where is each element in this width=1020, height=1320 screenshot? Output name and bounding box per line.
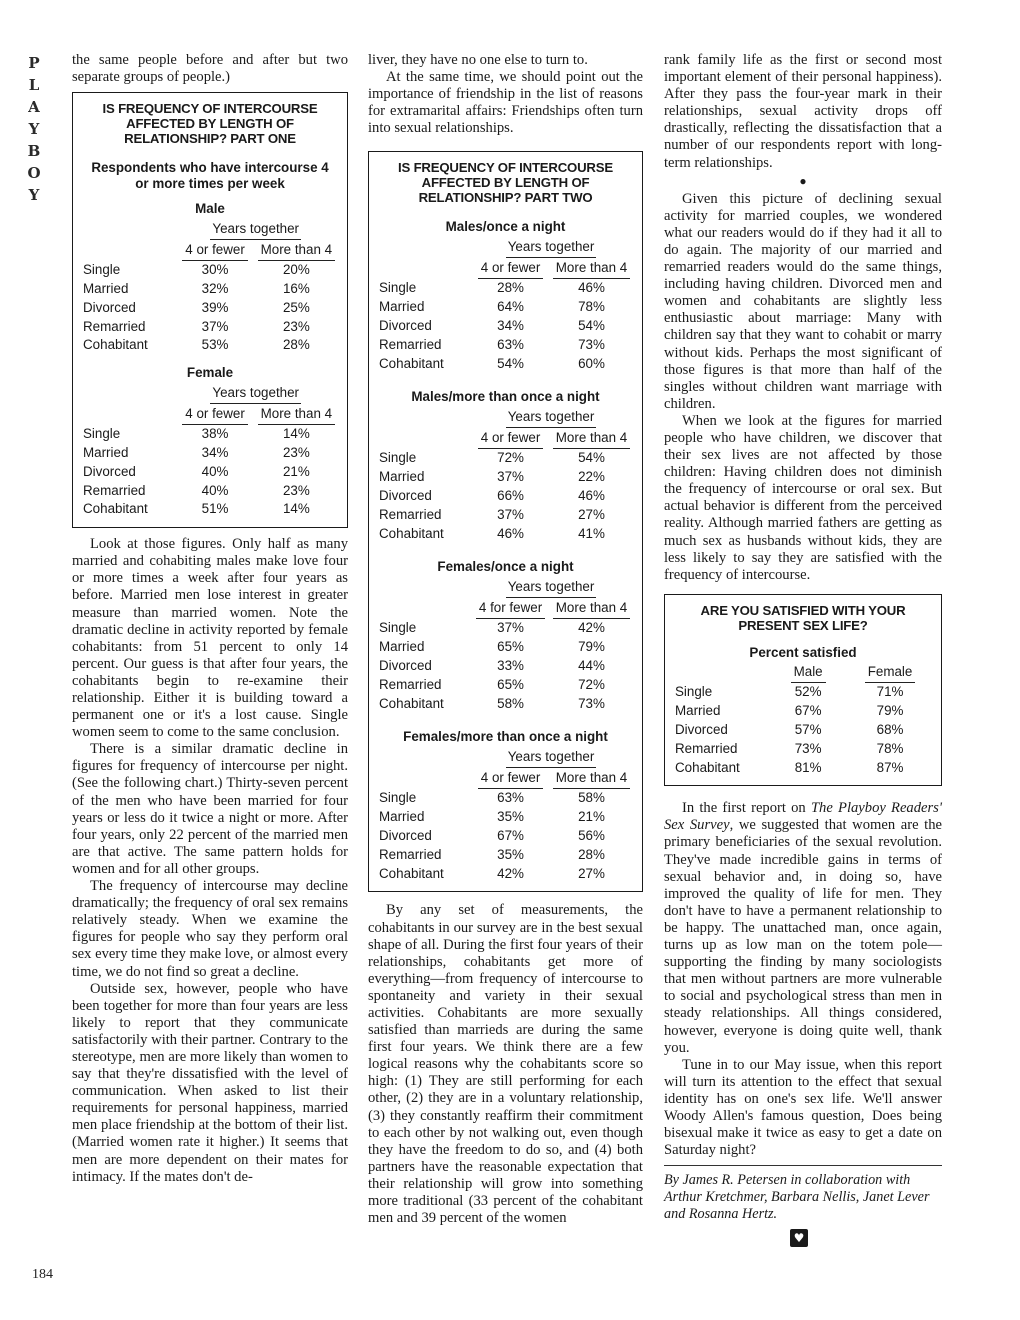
cell-value: 72% bbox=[497, 450, 524, 466]
magazine-letter: B bbox=[27, 142, 41, 160]
cell-value: 79% bbox=[876, 703, 904, 719]
paragraph: the same people before and after but two separate groups of people.) bbox=[72, 52, 348, 86]
cell-value: 63% bbox=[497, 336, 524, 352]
data-table bbox=[379, 577, 632, 713]
cell-value: 28% bbox=[578, 846, 605, 862]
row-label: Remarried bbox=[379, 336, 442, 352]
table-row bbox=[379, 827, 632, 846]
row-label: Married bbox=[379, 469, 425, 485]
row-label: Married bbox=[379, 299, 425, 315]
column-header: 4 or fewer bbox=[478, 258, 544, 279]
paragraph bbox=[664, 800, 942, 1056]
cell-value: 34% bbox=[201, 444, 229, 460]
data-table-female bbox=[83, 383, 337, 519]
cell-value: 41% bbox=[578, 525, 605, 541]
row-label: Remarried bbox=[83, 318, 146, 334]
paragraph: Look at those figures. Only half as many married and cohabiting males make love four or more times a week after four years as before. Married men lose interest in greater measure than married women. Note the dramatic decline in activity reported by female cohabitants: from 51 percent to only 14 percent. Our guess is that after four years, the cohabitants begin to re-examine their relationship. Either it is building toward a permanent one or it's a lost cause. Single women seem to come to the same conclusion. bbox=[72, 536, 348, 741]
group-heading: Males/once a night bbox=[445, 219, 566, 235]
row-label: Single bbox=[379, 450, 417, 466]
row-label: Divorced bbox=[379, 318, 432, 334]
cell-value: 30% bbox=[201, 262, 229, 278]
table-subtitle: Respondents who have intercourse 4 or more times per week bbox=[91, 160, 329, 191]
column-header: More than 4 bbox=[553, 428, 630, 449]
row-label: Single bbox=[379, 620, 417, 636]
data-table-male bbox=[83, 219, 337, 355]
table-row bbox=[379, 468, 632, 487]
cell-value: 65% bbox=[497, 676, 524, 692]
group-heading-female: Female bbox=[186, 365, 234, 381]
cell-value: 37% bbox=[497, 506, 524, 522]
table-row bbox=[379, 336, 632, 355]
column-2 bbox=[368, 52, 643, 1227]
table-row bbox=[83, 318, 337, 337]
cell-value: 44% bbox=[578, 658, 605, 674]
data-table bbox=[379, 237, 632, 373]
paragraph-text: In the first report on bbox=[682, 800, 811, 817]
cell-value: 58% bbox=[578, 790, 605, 806]
years-together-label: Years together bbox=[210, 219, 301, 240]
table-row bbox=[83, 280, 337, 299]
years-together-label: Years together bbox=[506, 237, 597, 258]
table-title: ARE YOU SATISFIED WITH YOUR PRESENT SEX LIFE? bbox=[700, 602, 906, 633]
table-groups bbox=[379, 219, 632, 883]
cell-value: 37% bbox=[497, 469, 524, 485]
cell-value: 51% bbox=[201, 501, 229, 517]
row-label: Cohabitant bbox=[379, 865, 444, 881]
group-heading-male: Male bbox=[195, 201, 225, 217]
years-together-label: Years together bbox=[506, 577, 597, 598]
cell-value: 46% bbox=[578, 280, 605, 296]
table-row bbox=[379, 676, 632, 695]
cell-value: 34% bbox=[497, 318, 524, 334]
cell-value: 78% bbox=[578, 299, 605, 315]
cell-value: 54% bbox=[578, 450, 605, 466]
column-header: Male bbox=[791, 662, 826, 683]
cell-value: 40% bbox=[201, 482, 229, 498]
cell-value: 66% bbox=[497, 488, 524, 504]
row-label: Divorced bbox=[379, 488, 432, 504]
data-table-satisfaction bbox=[675, 662, 931, 777]
cell-value: 27% bbox=[578, 506, 605, 522]
cell-value: 32% bbox=[201, 280, 229, 296]
table-row bbox=[675, 683, 931, 702]
cell-value: 54% bbox=[578, 318, 605, 334]
cell-value: 20% bbox=[282, 262, 310, 278]
table-row bbox=[379, 525, 632, 544]
cell-value: 79% bbox=[578, 639, 605, 655]
cell-value: 68% bbox=[876, 721, 904, 737]
row-label: Cohabitant bbox=[379, 525, 444, 541]
table-row bbox=[675, 759, 931, 778]
cell-value: 60% bbox=[578, 355, 605, 371]
paragraph: Given this picture of declining sexual activity for married couples, we wondered what our readers would do if they had it all to do again. The majority of our married and remarried readers would do the same things, including having children. Divorced men and women and cohabitants are slightly less enthusiastic about marriage: Many with children say that they want to cohabit or marry without kids. Perhaps the most significant of those figures is that more than half of the singles without children want marriage with children. bbox=[664, 190, 942, 412]
table-row bbox=[379, 619, 632, 638]
table-box-part-two bbox=[368, 151, 643, 892]
cell-value: 46% bbox=[578, 488, 605, 504]
survey-title: The Playboy Readers' Sex Survey bbox=[664, 800, 942, 834]
magazine-letter: Y bbox=[28, 120, 40, 138]
table-row bbox=[83, 299, 337, 318]
row-label: Divorced bbox=[83, 299, 136, 315]
table-row bbox=[83, 444, 337, 463]
table-row bbox=[83, 261, 337, 280]
column-header: More than 4 bbox=[553, 598, 630, 619]
table-row bbox=[379, 298, 632, 317]
paragraph: When we look at the figures for married people who have children, we discover that their sex lives are not affected by those children: Having children does not diminish the frequency of intercourse or oral sex. But actual behavior is different from the perceived reality. Although married fathers are getting as much sex as husbands without kids, they are less likely to say they are satisfied with the frequency of intercourse. bbox=[664, 412, 942, 583]
row-label: Married bbox=[83, 444, 129, 460]
column-header: More than 4 bbox=[553, 768, 630, 789]
cell-value: 67% bbox=[794, 703, 822, 719]
table-row bbox=[379, 657, 632, 676]
paragraph: Outside sex, however, people who have been together for more than four years are less likely to report that they communicate satisfactorily with their partner. Contrary to the stereotype, men are more likely than women to say that they're dissatisfied with the level of communication. When asked to list their requirements for personal happiness, married men place friendship at the bottom of their list. (Married women rate it higher.) It seems that men are more dependent on their mates for intimacy. If the mates don't de- bbox=[72, 980, 348, 1185]
cell-value: 81% bbox=[794, 759, 822, 775]
cell-value: 53% bbox=[201, 337, 229, 353]
cell-value: 72% bbox=[578, 676, 605, 692]
cell-value: 78% bbox=[876, 740, 904, 756]
paragraph: The frequency of intercourse may decline dramatically; the frequency of oral sex remains relatively steady. When we examine the figures for people who say they perform oral sex every time they make love, or almost every time, we do not find so great a decline. bbox=[72, 878, 348, 980]
column-header: 4 or fewer bbox=[478, 768, 544, 789]
cell-value: 35% bbox=[497, 846, 524, 862]
paragraph: By any set of measurements, the cohabitants in our survey are in the best sexual shape of all. During the first four years of their relationships, cohabitants get more of everything—from frequency of intercourse to spontaneity and variety in their sexual activities. Cohabitants are more sexually satisfied than marrieds are during the same first four years. We think there are a few logical reasons why the cohabitants score so high: (1) They are still performing for each other, (2) they are in a voluntary relationship, (3) they constantly reaffirm their commitment to each other by not walking out, even though they have the freedom to do so, and (4) both partners have the reasonable expectation that their relationship will grow into something more traditional (33 percent of the cohabitant men and 39 percent of the women bbox=[368, 902, 643, 1227]
table-row bbox=[379, 846, 632, 865]
table-box-satisfaction bbox=[664, 594, 942, 786]
paragraph-text: , we suggested that women are the primary beneficiaries of the sexual revolution. They've made incredible gains in terms of sexual behavior and, in doing so, have improved the quality of life for men. They don't have to have a permanent relationship to be happy. The unattached man, once again, turns up as low man on the totem pole—supporting the finding by many sociologists that men without partners are more vulnerable to social and psychological stress than men in steady relationships. All things considered, however, everyone is doing quite well, thank you. bbox=[664, 817, 942, 1056]
row-label: Single bbox=[83, 426, 121, 442]
byline: By James R. Petersen in collaboration with Arthur Kretchmer, Barbara Nellis, Janet Lever and Rosanna Hertz. bbox=[664, 1165, 942, 1223]
group-heading: Females/once a night bbox=[437, 559, 574, 575]
row-label: Remarried bbox=[379, 506, 442, 522]
cell-value: 28% bbox=[282, 337, 310, 353]
cell-value: 57% bbox=[794, 721, 822, 737]
table-row bbox=[675, 702, 931, 721]
table-row bbox=[379, 638, 632, 657]
row-label: Married bbox=[379, 639, 425, 655]
table-subtitle: Percent satisfied bbox=[749, 644, 857, 660]
cell-value: 22% bbox=[578, 469, 605, 485]
magazine-letter: Y bbox=[28, 186, 40, 204]
page-number: 184 bbox=[32, 1267, 53, 1282]
cell-value: 54% bbox=[497, 355, 524, 371]
magazine-letter: P bbox=[28, 54, 40, 72]
cell-value: 65% bbox=[497, 639, 524, 655]
cell-value: 16% bbox=[282, 280, 310, 296]
table-row bbox=[83, 336, 337, 355]
cell-value: 37% bbox=[497, 620, 524, 636]
table-row bbox=[379, 487, 632, 506]
table-row bbox=[675, 740, 931, 759]
table-title: IS FREQUENCY OF INTERCOURSE AFFECTED BY LENGTH OF RELATIONSHIP? PART ONE bbox=[102, 101, 318, 147]
cell-value: 56% bbox=[578, 828, 605, 844]
row-label: Single bbox=[379, 790, 417, 806]
table-row bbox=[379, 808, 632, 827]
column-1 bbox=[72, 52, 348, 1186]
cell-value: 87% bbox=[876, 759, 904, 775]
data-table bbox=[379, 747, 632, 883]
cell-value: 14% bbox=[282, 501, 310, 517]
row-label: Single bbox=[379, 280, 417, 296]
column-header: 4 or fewer bbox=[478, 428, 544, 449]
cell-value: 67% bbox=[497, 828, 524, 844]
table-row bbox=[83, 482, 337, 501]
row-label: Remarried bbox=[675, 740, 738, 756]
row-label: Single bbox=[675, 684, 713, 700]
cell-value: 42% bbox=[497, 865, 524, 881]
cell-value: 25% bbox=[282, 299, 310, 315]
cell-value: 58% bbox=[497, 695, 524, 711]
row-label: Married bbox=[675, 703, 721, 719]
table-row bbox=[379, 865, 632, 884]
table-row bbox=[379, 789, 632, 808]
column-header: Female bbox=[865, 662, 916, 683]
table-title: IS FREQUENCY OF INTERCOURSE AFFECTED BY LENGTH OF RELATIONSHIP? PART TWO bbox=[398, 160, 613, 206]
magazine-letter: O bbox=[27, 164, 41, 182]
cell-value: 37% bbox=[201, 318, 229, 334]
row-label: Divorced bbox=[379, 658, 432, 674]
years-together-label: Years together bbox=[506, 407, 597, 428]
row-label: Remarried bbox=[83, 482, 146, 498]
section-separator: ● bbox=[799, 173, 807, 188]
column-header: More than 4 bbox=[258, 240, 335, 261]
row-label: Cohabitant bbox=[379, 695, 444, 711]
row-label: Cohabitant bbox=[83, 337, 148, 353]
group-heading: Females/more than once a night bbox=[403, 729, 608, 745]
row-label: Remarried bbox=[379, 846, 442, 862]
cell-value: 33% bbox=[497, 658, 524, 674]
paragraph: Tune in to our May issue, when this report will turn its attention to the effect that sexual identity has on one's sex life. We'll answer Woody Allen's famous question, Does being bisexual make it twice as easy to get a date on Saturday night? bbox=[664, 1056, 942, 1159]
row-label: Cohabitant bbox=[83, 501, 148, 517]
years-together-label: Years together bbox=[210, 383, 301, 404]
paragraph: liver, they have no one else to turn to. bbox=[368, 52, 588, 68]
cell-value: 40% bbox=[201, 463, 229, 479]
table-row bbox=[379, 449, 632, 468]
table-row bbox=[379, 317, 632, 336]
paragraph: rank family life as the first or second most important element of their personal happiness). After they pass the four-year mark in their relationships, sexual activity drops off drastically, reflecting the dissatisfaction that a number of our respondents report with long-term relationships. bbox=[664, 52, 942, 171]
cell-value: 39% bbox=[201, 299, 229, 315]
row-label: Cohabitant bbox=[379, 355, 444, 371]
paragraph: At the same time, we should point out the importance of friendship in the list of reasons for extramarital affairs: Friendships often turn into sexual relationships. bbox=[368, 69, 643, 137]
cell-value: 23% bbox=[282, 444, 310, 460]
column-header: 4 or fewer bbox=[182, 240, 248, 261]
table-row bbox=[83, 463, 337, 482]
table-row bbox=[83, 425, 337, 444]
magazine-letter: A bbox=[28, 98, 40, 116]
row-label: Divorced bbox=[675, 721, 728, 737]
row-label: Married bbox=[379, 809, 425, 825]
end-mark-logo: ♥ bbox=[790, 1229, 808, 1247]
column-3 bbox=[664, 52, 942, 1247]
cell-value: 42% bbox=[578, 620, 605, 636]
magazine-name-vertical bbox=[24, 52, 44, 206]
cell-value: 64% bbox=[497, 299, 524, 315]
column-header: 4 for fewer bbox=[476, 598, 545, 619]
table-row bbox=[379, 279, 632, 298]
cell-value: 71% bbox=[876, 684, 904, 700]
row-label: Divorced bbox=[379, 828, 432, 844]
cell-value: 63% bbox=[497, 790, 524, 806]
cell-value: 28% bbox=[497, 280, 524, 296]
cell-value: 35% bbox=[497, 809, 524, 825]
paragraph: There is a similar dramatic decline in figures for frequency of intercourse per night. (See the following chart.) Thirty-seven percent of the men who have been married for four years or less do it twice a night or more. After four years, only 22 percent of the married men are that active. The same pattern holds for women and for all other groups. bbox=[72, 741, 348, 877]
cell-value: 73% bbox=[578, 695, 605, 711]
row-label: Married bbox=[83, 280, 129, 296]
table-row bbox=[379, 506, 632, 525]
magazine-letter: L bbox=[28, 76, 40, 94]
cell-value: 73% bbox=[794, 740, 822, 756]
row-label: Cohabitant bbox=[675, 759, 740, 775]
table-row bbox=[675, 721, 931, 740]
cell-value: 73% bbox=[578, 336, 605, 352]
row-label: Remarried bbox=[379, 676, 442, 692]
data-table bbox=[379, 407, 632, 543]
table-row bbox=[83, 500, 337, 519]
cell-value: 21% bbox=[578, 809, 605, 825]
years-together-label: Years together bbox=[506, 747, 597, 768]
cell-value: 46% bbox=[497, 525, 524, 541]
table-row bbox=[379, 695, 632, 714]
cell-value: 38% bbox=[201, 426, 229, 442]
cell-value: 23% bbox=[282, 318, 310, 334]
cell-value: 14% bbox=[282, 426, 310, 442]
group-heading: Males/more than once a night bbox=[411, 389, 600, 405]
row-label: Divorced bbox=[83, 463, 136, 479]
cell-value: 52% bbox=[794, 684, 822, 700]
cell-value: 21% bbox=[282, 463, 310, 479]
table-box-part-one bbox=[72, 92, 348, 528]
row-label: Single bbox=[83, 262, 121, 278]
cell-value: 23% bbox=[282, 482, 310, 498]
cell-value: 27% bbox=[578, 865, 605, 881]
table-row bbox=[379, 355, 632, 374]
column-header: 4 or fewer bbox=[182, 404, 248, 425]
column-header: More than 4 bbox=[258, 404, 335, 425]
column-header: More than 4 bbox=[553, 258, 630, 279]
